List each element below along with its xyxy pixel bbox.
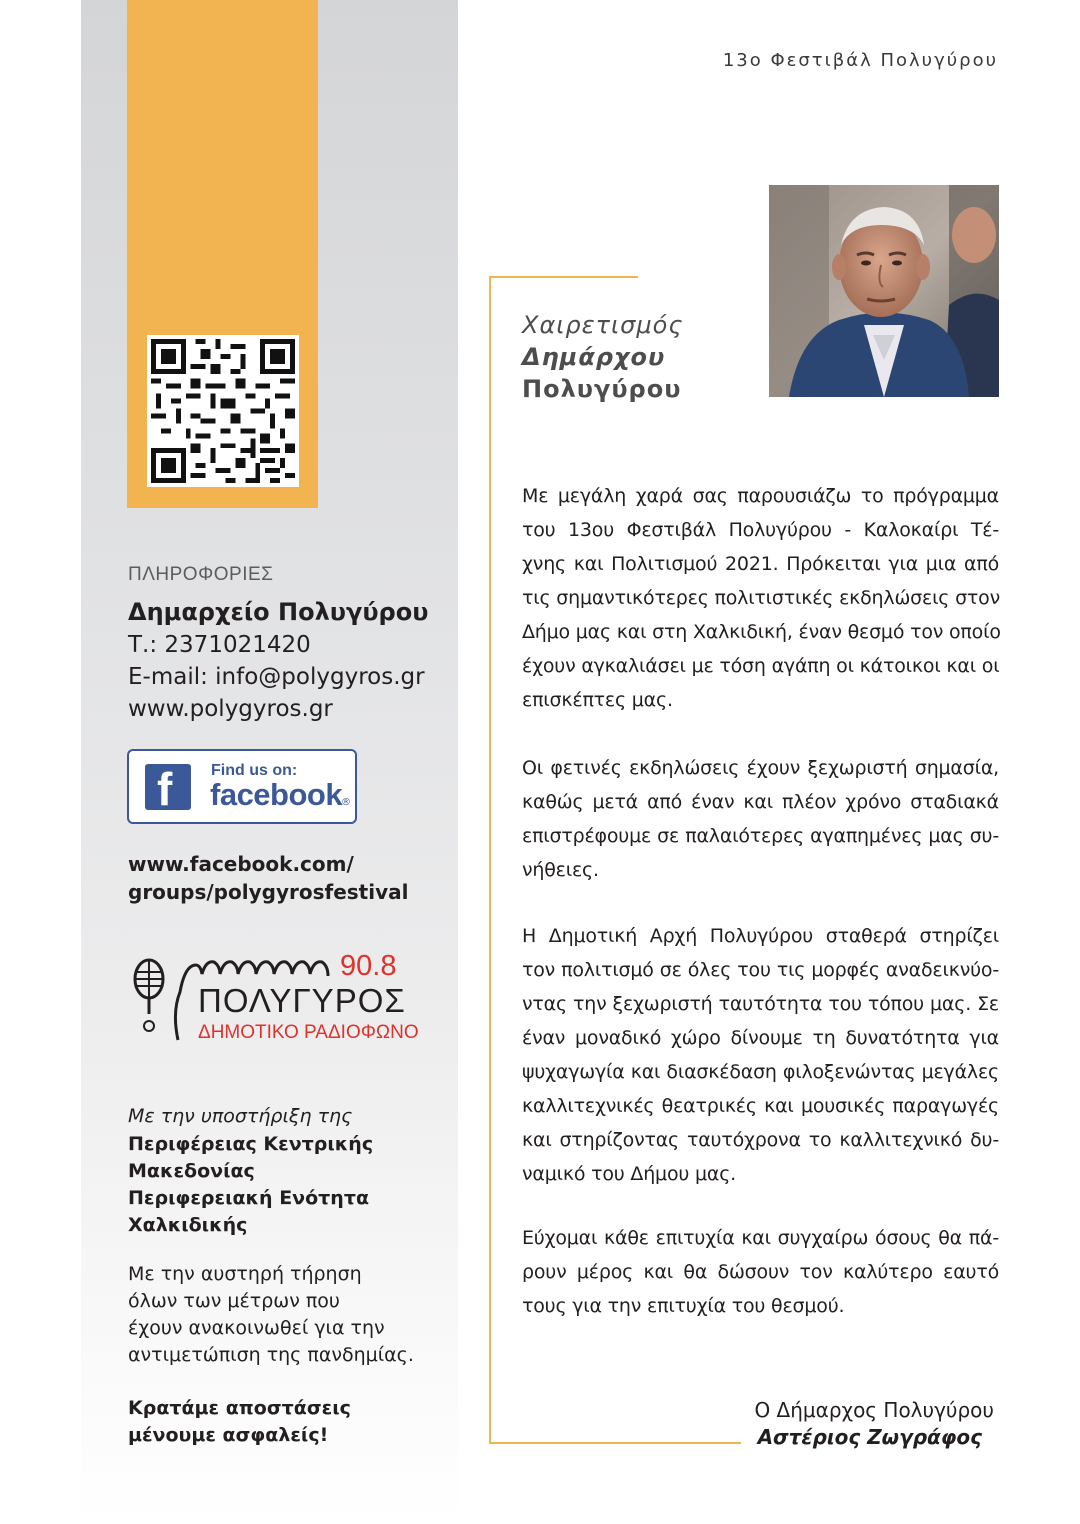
measures-line: αντιμετώπιση της πανδημίας. bbox=[128, 1344, 414, 1366]
frame-line-left bbox=[489, 276, 491, 1444]
greeting-title-line-1: Χαιρετισμός bbox=[522, 311, 684, 339]
body-line: έχουν αγκαλιάσει με τόση αγάπη οι κάτοικοι και οι bbox=[522, 655, 1000, 677]
facebook-wordmark: facebook bbox=[210, 777, 343, 812]
measures-line: έχουν ανακοινωθεί για την bbox=[128, 1317, 385, 1339]
page-header: 13ο Φεστιβάλ Πολυγύρου bbox=[722, 50, 998, 71]
greeting-title-line-3: Πολυγύρου bbox=[522, 375, 682, 403]
body-line: και στηρίζοντας ταυτόχρονα το καλλιτεχνικό δυ- bbox=[522, 1129, 999, 1151]
body-line: Οι φετινές εκδηλώσεις έχουν ξεχωριστή σημασία, bbox=[522, 757, 999, 779]
closing-line: Κρατάμε αποστάσεις bbox=[128, 1397, 351, 1419]
support-line: Περιφερειακή Ενότητα bbox=[128, 1187, 369, 1209]
support-intro: Με την υποστήριξη της bbox=[128, 1105, 353, 1127]
info-label: ΠΛΗΡΟΦΟΡΙΕΣ bbox=[128, 564, 274, 585]
body-line: νήθειες. bbox=[522, 859, 599, 881]
body-line: Δήμο μας και στη Χαλκιδική, έναν θεσμό τον οποίο bbox=[522, 621, 1001, 643]
body-line: καθώς μετά από έναν και πλέον χρόνο σταδιακά bbox=[522, 791, 999, 813]
facebook-badge[interactable] bbox=[127, 749, 357, 824]
info-phone[interactable]: Τ.: 2371021420 bbox=[128, 632, 311, 658]
body-line: ναμικό του Δήμου μας. bbox=[522, 1163, 737, 1185]
body-line: χνης και Πολιτισμού 2021. Πρόκειται για μια από bbox=[522, 553, 999, 575]
radio-subtitle: ΔΗΜΟΤΙΚΟ ΡΑΔΙΟΦΩΝΟ bbox=[198, 1022, 419, 1043]
body-line: ρουν μέρος και θα δώσουν τον καλύτερο εαυτό bbox=[522, 1261, 999, 1283]
body-line: τους για την επιτυχία του θεσμού. bbox=[522, 1295, 845, 1317]
frame-line-bottom bbox=[489, 1442, 741, 1444]
support-line: Χαλκιδικής bbox=[128, 1214, 248, 1236]
body-line: έναν μοναδικό χώρο δίνουμε τη δυνατότητα για bbox=[522, 1027, 999, 1049]
radio-frequency: 90.8 bbox=[340, 950, 397, 982]
greeting-title-line-2: Δημάρχου bbox=[522, 343, 666, 371]
closing-line: μένουμε ασφαλείς! bbox=[128, 1424, 329, 1446]
registered-mark: ® bbox=[341, 797, 351, 808]
measures-line: Με την αυστηρή τήρηση bbox=[128, 1263, 362, 1285]
measures-line: όλων των μέτρων που bbox=[128, 1290, 340, 1312]
body-line: τον πολιτισμό σε όλες του τις μορφές αναδεικνύο- bbox=[522, 959, 999, 981]
body-line: του 13ου Φεστιβάλ Πολυγύρου - Καλοκαίρι Τέ- bbox=[522, 519, 999, 541]
body-line: τις σημαντικότερες πολιτιστικές εκδηλώσεις στον bbox=[522, 587, 1001, 609]
body-line: Εύχομαι κάθε επιτυχία και συγχαίρω όσους θα πά- bbox=[522, 1227, 999, 1249]
signature-role: Ο Δήμαρχος Πολυγύρου bbox=[754, 1398, 994, 1422]
body-line: ντας την ξεχωριστή ταυτότητα του τόπου μας. Σε bbox=[522, 993, 999, 1015]
info-name: Δημαρχείο Πολυγύρου bbox=[128, 598, 429, 626]
info-email[interactable]: E-mail: info@polygyros.gr bbox=[128, 664, 425, 690]
info-website[interactable]: www.polygyros.gr bbox=[128, 696, 333, 722]
facebook-icon: f bbox=[145, 764, 191, 810]
radio-name: ΠΟΛΥΓΥΡΟΣ bbox=[198, 982, 406, 1019]
body-line: επιστρέφουμε σε παλαιότερες αγαπημένες μας συ- bbox=[522, 825, 999, 847]
mayor-photo bbox=[769, 185, 999, 397]
qr-code[interactable] bbox=[147, 335, 299, 487]
body-line: Η Δημοτική Αρχή Πολυγύρου σταθερά στηρίζει bbox=[522, 925, 999, 947]
facebook-url-line-1[interactable]: www.facebook.com/ bbox=[128, 852, 354, 876]
microphone-icon bbox=[135, 960, 163, 1031]
body-line: επισκέπτες μας. bbox=[522, 689, 673, 711]
facebook-find-label: Find us on: bbox=[211, 762, 298, 779]
body-line: Με μεγάλη χαρά σας παρουσιάζω το πρόγραμμα bbox=[522, 485, 999, 507]
body-line: καλλιτεχνικές θεατρικές και μουσικές παραγωγές bbox=[522, 1095, 999, 1117]
body-line: ψυχαγωγία και διασκέδαση φιλοξενώντας μεγάλες bbox=[522, 1061, 999, 1083]
signature-name: Αστέριος Ζωγράφος bbox=[757, 1425, 982, 1449]
frame-line-top bbox=[489, 276, 638, 278]
support-line: Μακεδονίας bbox=[128, 1160, 255, 1182]
support-line: Περιφέρειας Κεντρικής bbox=[128, 1133, 374, 1155]
qr-code-graphic bbox=[151, 339, 295, 483]
facebook-url-line-2[interactable]: groups/polygyrosfestival bbox=[128, 880, 409, 904]
